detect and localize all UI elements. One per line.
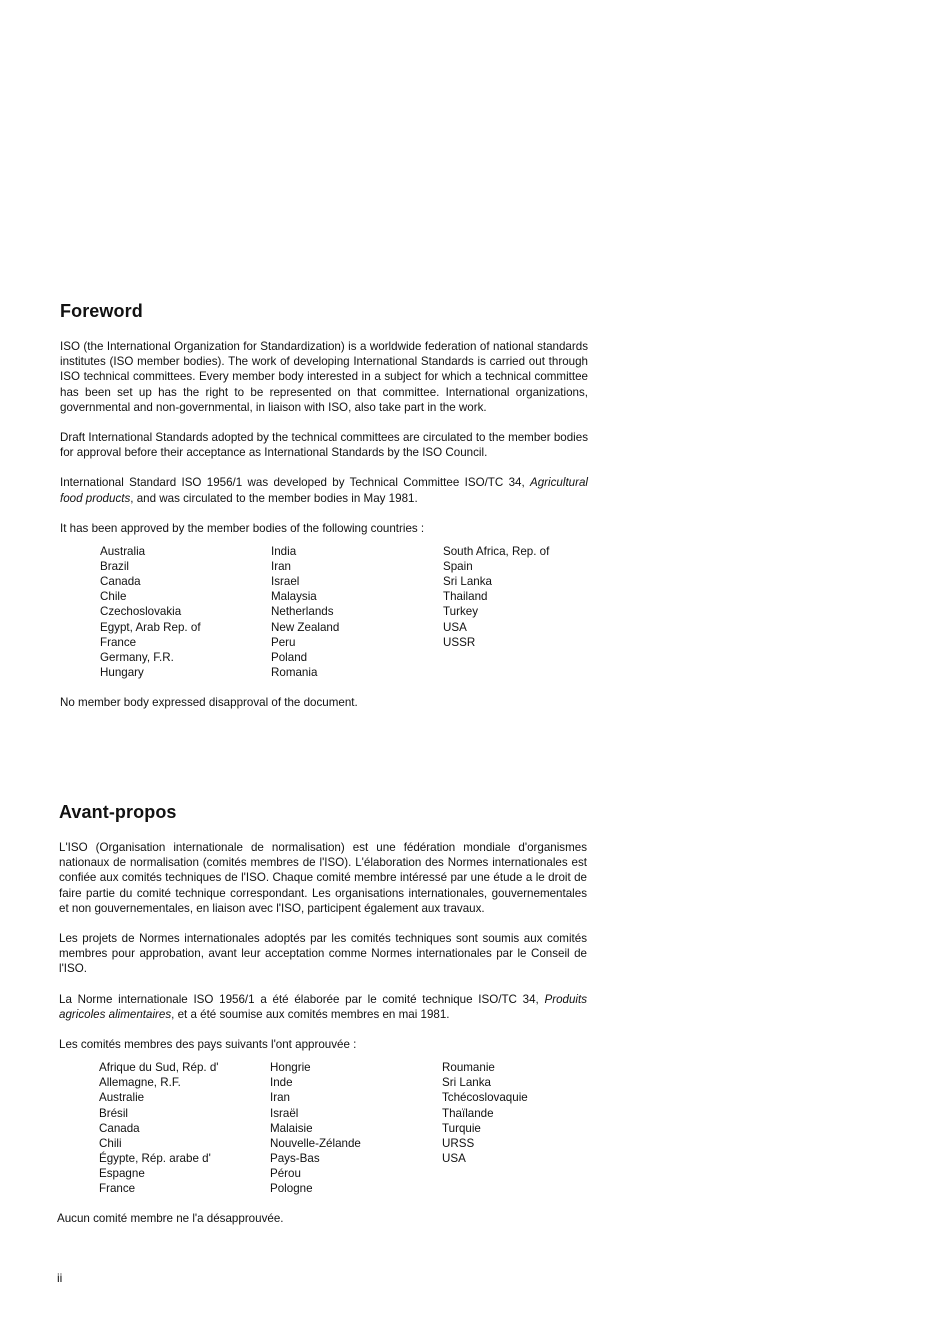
country-name: Canada <box>99 1121 140 1135</box>
country-name: Malaisie <box>270 1121 313 1135</box>
country-name: Turquie <box>442 1121 481 1135</box>
avant-propos-paragraph-2: Les projets de Normes internationales adoptés par les comités techniques sont soumis aux comités membres pour approbation, avant leur acceptation comme Normes internationales par le Conseil de l'ISO. <box>59 932 587 976</box>
avant-propos-paragraph-3 <box>59 992 587 1022</box>
country-name: Roumanie <box>442 1061 495 1075</box>
country-name: Turkey <box>443 605 479 619</box>
country-name: Romania <box>271 665 318 679</box>
country-name: Thailand <box>443 590 488 604</box>
country-name: Hongrie <box>270 1061 311 1075</box>
avant-propos-section <box>59 802 587 1226</box>
foreword-approval-intro: It has been approved by the member bodies of the following countries : <box>60 521 425 535</box>
avant-propos-p3-text: La Norme internationale ISO 1956/1 a été élaborée par le comité technique ISO/TC 34, <box>59 992 545 1006</box>
country-column <box>270 1060 442 1196</box>
avant-propos-approval-intro: Les comités membres des pays suivants l'ont approuvée : <box>59 1038 357 1052</box>
country-name: New Zealand <box>271 620 340 634</box>
avant-propos-country-list <box>99 1060 587 1196</box>
avant-propos-closing: Aucun comité membre ne l'a désapprouvée. <box>57 1212 284 1226</box>
country-name: Iran <box>271 560 291 574</box>
country-name: Egypt, Arab Rep. of <box>100 620 201 634</box>
country-name: Pologne <box>270 1181 313 1195</box>
country-column <box>443 544 549 680</box>
country-name: Égypte, Rép. arabe d' <box>99 1151 211 1165</box>
country-name: Chili <box>99 1136 122 1150</box>
country-name: Brazil <box>100 560 129 574</box>
foreword-paragraph-3 <box>60 475 588 505</box>
country-name: Inde <box>270 1076 293 1090</box>
country-name: Pérou <box>270 1166 301 1180</box>
foreword-p3-text-end: , and was circulated to the member bodies in May 1981. <box>130 491 418 505</box>
avant-propos-p3-text-end: , et a été soumise aux comités membres en mai 1981. <box>171 1007 450 1021</box>
country-name: Allemagne, R.F. <box>99 1076 181 1090</box>
country-name: Iran <box>270 1091 290 1105</box>
country-column <box>442 1060 528 1196</box>
foreword-section <box>60 301 588 710</box>
country-name: France <box>99 1181 136 1195</box>
country-name: Sri Lanka <box>442 1076 491 1090</box>
country-column <box>271 544 443 680</box>
country-name: Spain <box>443 560 473 574</box>
country-name: Espagne <box>99 1166 145 1180</box>
country-name: South Africa, Rep. of <box>443 545 550 559</box>
country-name: Germany, F.R. <box>100 650 174 664</box>
country-name: Poland <box>271 650 308 664</box>
country-name: Nouvelle-Zélande <box>270 1136 361 1150</box>
country-name: USA <box>443 620 467 634</box>
country-name: Malaysia <box>271 590 317 604</box>
avant-propos-committee-title: Produits agricoles alimentaires <box>59 992 587 1021</box>
foreword-committee-title: Agricultural food products <box>60 476 588 505</box>
country-name: Israël <box>270 1106 299 1120</box>
country-name: USA <box>442 1151 466 1165</box>
country-name: Sri Lanka <box>443 575 492 589</box>
foreword-country-list <box>100 544 588 680</box>
foreword-paragraph-1: ISO (the International Organization for Standardization) is a worldwide federation of national standards institutes (ISO member bodies). The work of developing International Standards is carried out through ISO technical committees. Every member body interested in a subject for which a technical committee has been set up has the right to be represented on that committee. International organizations, governmental and non-governmental, in liaison with ISO, also take part in the work. <box>60 340 588 414</box>
country-name: Chile <box>100 590 127 604</box>
country-name: Australie <box>99 1091 145 1105</box>
foreword-paragraph-2: Draft International Standards adopted by the technical committees are circulated to the member bodies for approval before their acceptance as International Standards by the ISO Council. <box>60 431 588 460</box>
country-column <box>99 1060 270 1196</box>
country-name: Peru <box>271 635 296 649</box>
country-name: URSS <box>442 1136 475 1150</box>
country-name: Tchécoslovaquie <box>442 1091 528 1105</box>
country-name: India <box>271 545 297 559</box>
country-column <box>100 544 271 680</box>
country-name: Pays-Bas <box>270 1151 320 1165</box>
country-name: Canada <box>100 575 141 589</box>
country-name: USSR <box>443 635 476 649</box>
country-name: Australia <box>100 545 146 559</box>
country-name: Hungary <box>100 665 144 679</box>
foreword-p3-text: International Standard ISO 1956/1 was developed by Technical Committee ISO/TC 34, <box>60 476 530 490</box>
foreword-heading: Foreword <box>60 301 143 321</box>
avant-propos-heading: Avant-propos <box>59 802 177 822</box>
country-name: Czechoslovakia <box>100 605 182 619</box>
country-name: Netherlands <box>271 605 334 619</box>
country-name: Thaïlande <box>442 1106 494 1120</box>
country-name: France <box>100 635 137 649</box>
foreword-closing: No member body expressed disapproval of the document. <box>60 695 358 709</box>
country-name: Brésil <box>99 1106 128 1120</box>
avant-propos-paragraph-1: L'ISO (Organisation internationale de normalisation) est une fédération mondiale d'organismes nationaux de normalisation (comités membres de l'ISO). L'élaboration des Normes internationales est confiée aux comités techniques de l'ISO. Chaque comité membre intéressé par une étude a le droit de faire partie du comité technique correspondant. Les organisations internationales, gouvernementales et non gouvernementales, en liaison avec l'ISO, participent également aux travaux. <box>59 841 587 915</box>
country-name: Afrique du Sud, Rép. d' <box>99 1061 219 1075</box>
country-name: Israel <box>271 575 300 589</box>
page-number: ii <box>57 1271 63 1285</box>
